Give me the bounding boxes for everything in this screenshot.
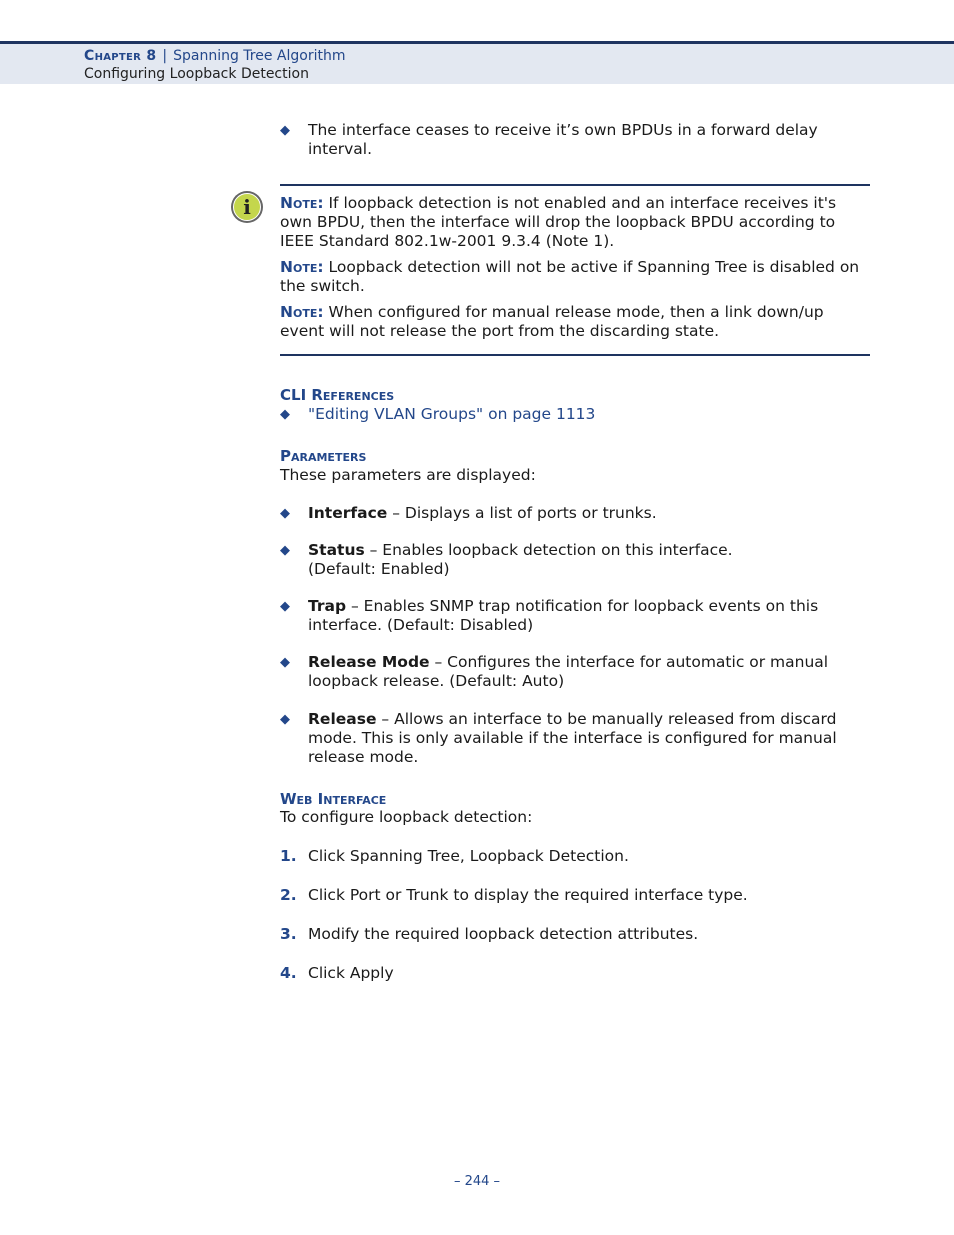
cli-references-heading: CLI References [280, 386, 395, 404]
chapter-number: Chapter 8 [84, 48, 157, 64]
step-number: 2. [280, 886, 297, 904]
list-item [280, 964, 870, 983]
list-item [280, 504, 870, 523]
info-icon [231, 191, 263, 223]
note-label: Note: [280, 258, 324, 276]
web-interface-intro: To configure loopback detection: [280, 808, 533, 826]
header-separator: | [162, 48, 168, 64]
diamond-bullet-icon: ◆ [280, 599, 290, 614]
step-number: 4. [280, 964, 297, 982]
page-number: – 244 – [453, 1174, 501, 1189]
list-item [280, 710, 870, 767]
list-item [280, 405, 870, 424]
chapter-title: Spanning Tree Algorithm [173, 48, 346, 64]
note-label: Note: [280, 194, 324, 212]
step-number: 1. [280, 847, 297, 865]
section-title: Configuring Loopback Detection [84, 66, 309, 82]
note-paragraph [280, 194, 870, 251]
note-paragraph [280, 258, 870, 296]
list-item [280, 597, 870, 635]
parameter-term: Release [308, 710, 377, 728]
note-top-rule [280, 184, 870, 186]
note-bottom-rule [280, 354, 870, 356]
parameters-intro: These parameters are displayed: [280, 466, 536, 484]
list-item [280, 121, 870, 159]
web-interface-heading: Web Interface [280, 790, 387, 808]
parameter-term: Interface [308, 504, 388, 522]
diamond-bullet-icon: ◆ [280, 123, 290, 138]
note-text: When configured for manual release mode, then a link down/up event will not release the port from the discarding state. [280, 303, 824, 340]
bullet-text: The interface ceases to receive it’s own BPDUs in a forward delay interval. [308, 121, 818, 158]
note-label: Note: [280, 303, 324, 321]
parameter-desc: – Enables SNMP trap notification for loopback events on this interface. (Default: Disabled) [308, 597, 819, 634]
note-text: If loopback detection is not enabled and an interface receives it's own BPDU, then the interface will drop the loopback BPDU according to IEEE Standard 802.1w-2001 9.3.4 (Note 1). [280, 194, 837, 250]
list-item [280, 847, 870, 866]
parameter-term: Release Mode [308, 653, 430, 671]
diamond-bullet-icon: ◆ [280, 506, 290, 521]
diamond-bullet-icon: ◆ [280, 712, 290, 727]
step-text: Modify the required loopback detection attributes. [308, 925, 699, 943]
parameter-desc: – Displays a list of ports or trunks. [387, 504, 657, 522]
list-item [280, 925, 870, 944]
step-text: Click Spanning Tree, Loopback Detection. [308, 847, 629, 865]
note-paragraph [280, 303, 870, 341]
parameter-desc: – Configures the interface for automatic or manual loopback release. (Default: Auto) [308, 653, 829, 690]
step-number: 3. [280, 925, 297, 943]
cli-reference-link[interactable]: "Editing VLAN Groups" on page 1113 [308, 405, 596, 423]
list-item [280, 653, 870, 691]
parameter-term: Status [308, 541, 365, 559]
info-icon-glyph: i [233, 193, 261, 221]
list-item [280, 541, 750, 579]
diamond-bullet-icon: ◆ [280, 655, 290, 670]
step-text: Click Port or Trunk to display the required interface type. [308, 886, 748, 904]
parameter-desc: – Allows an interface to be manually released from discard mode. This is only available if the interface is configured for manual release mode. [308, 710, 837, 766]
diamond-bullet-icon: ◆ [280, 543, 290, 558]
parameter-term: Trap [308, 597, 347, 615]
step-text: Click Apply [308, 964, 394, 982]
parameters-heading: Parameters [280, 447, 367, 465]
diamond-bullet-icon: ◆ [280, 407, 290, 422]
parameter-desc: – Enables loopback detection on this interface. (Default: Enabled) [308, 541, 733, 578]
chapter-line [84, 47, 346, 65]
list-item [280, 886, 870, 905]
running-header [0, 41, 954, 84]
note-text: Loopback detection will not be active if Spanning Tree is disabled on the switch. [280, 258, 860, 295]
